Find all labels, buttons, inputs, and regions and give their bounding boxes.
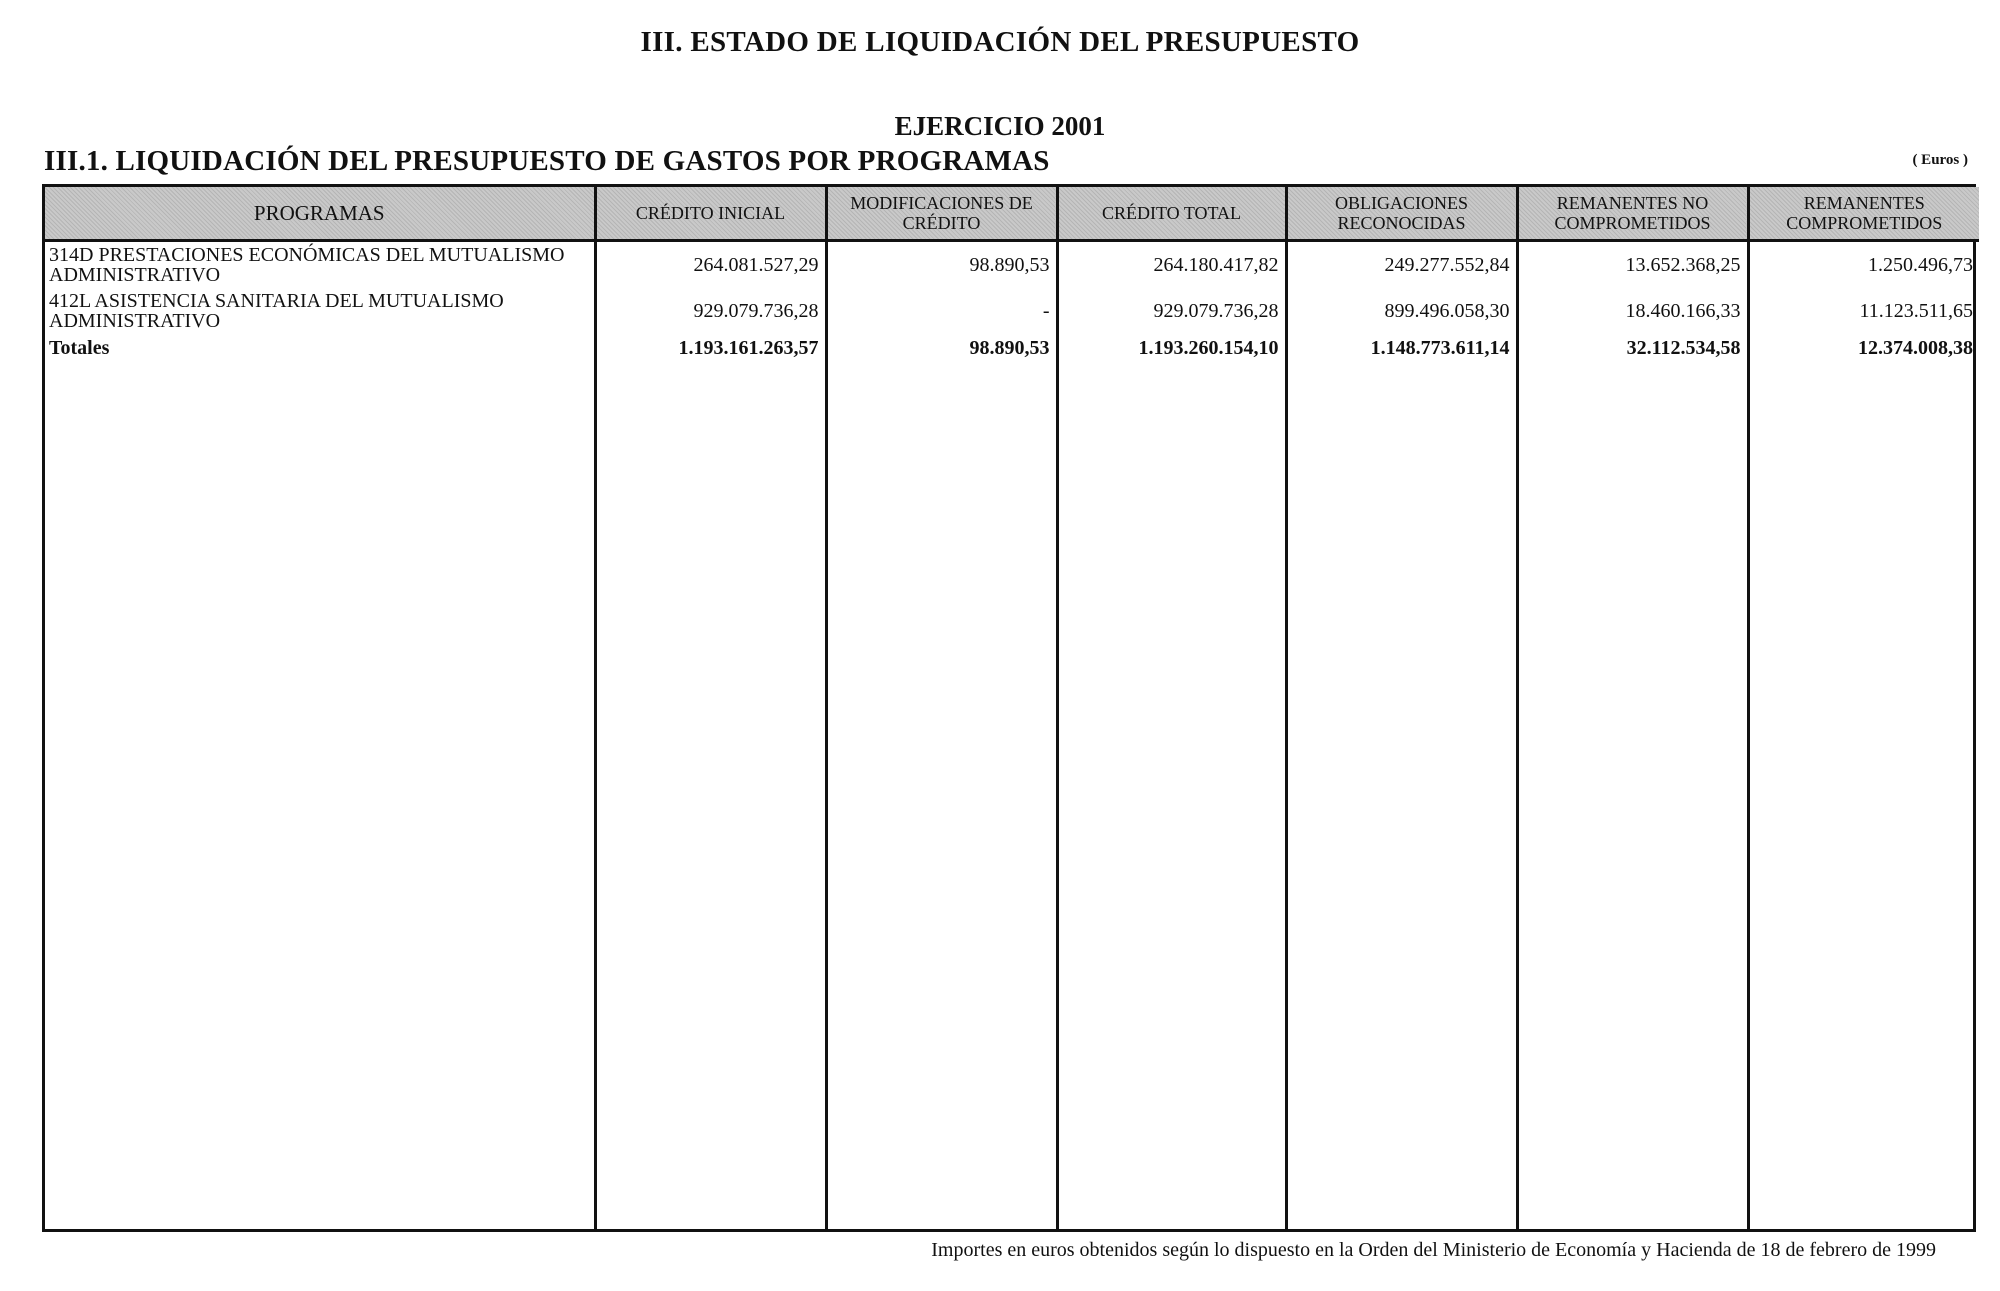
credito-total-cell: 264.180.417,82 [1057, 241, 1286, 289]
col-header-credito-total: CRÉDITO TOTAL [1057, 187, 1286, 241]
main-title: III. ESTADO DE LIQUIDACIÓN DEL PRESUPUESTO [640, 26, 1360, 58]
programa-cell: 314D PRESTACIONES ECONÓMICAS DEL MUTUALISMO ADMINISTRATIVO [45, 241, 595, 289]
remanentes-comprometidos-cell: 11.123.511,65 [1859, 300, 1973, 322]
empty-cell [1748, 378, 1979, 1229]
empty-cell [826, 378, 1057, 1229]
total-obligaciones: 1.148.773.611,14 [1286, 334, 1517, 378]
empty-cell [1517, 378, 1748, 1229]
empty-filler-row [45, 378, 1979, 1229]
empty-cell [1286, 378, 1517, 1229]
total-credito-inicial: 1.193.161.263,57 [595, 334, 826, 378]
modificaciones-cell: 98.890,53 [826, 241, 1057, 289]
budget-table [42, 184, 1976, 1232]
empty-cell [1057, 378, 1286, 1229]
remanentes-no-comprometidos-cell: 18.460.166,33 [1517, 288, 1748, 334]
col-header-remanentes-comprometidos: REMANENTES COMPROMETIDOS [1748, 187, 1979, 241]
col-header-credito-inicial: CRÉDITO INICIAL [595, 187, 826, 241]
col-header-remanentes-no-comprometidos: REMANENTES NO COMPROMETIDOS [1517, 187, 1748, 241]
empty-cell [45, 378, 595, 1229]
section-title: III.1. LIQUIDACIÓN DEL PRESUPUESTO DE GASTOS POR PROGRAMAS [44, 145, 1050, 177]
remanentes-no-comprometidos-cell: 13.652.368,25 [1517, 241, 1748, 289]
remanentes-comprometidos-cell: 1.250.496,73 [1868, 254, 1973, 276]
col-header-modificaciones: MODIFICACIONES DE CRÉDITO [826, 187, 1057, 241]
table-row [45, 241, 1979, 289]
total-remanentes-comprometidos: 12.374.008,38 [1858, 337, 1973, 359]
credito-inicial-cell: 264.081.527,29 [595, 241, 826, 289]
totals-row [45, 334, 1979, 378]
programa-cell: 412L ASISTENCIA SANITARIA DEL MUTUALISMO ADMINISTRATIVO [45, 288, 595, 334]
budget-table-grid [45, 187, 1979, 1229]
total-credito-total: 1.193.260.154,10 [1057, 334, 1286, 378]
table-row [45, 288, 1979, 334]
modificaciones-cell: - [826, 288, 1057, 334]
empty-cell [595, 378, 826, 1229]
col-header-obligaciones: OBLIGACIONES RECONOCIDAS [1286, 187, 1517, 241]
credito-inicial-cell: 929.079.736,28 [595, 288, 826, 334]
obligaciones-cell: 899.496.058,30 [1286, 288, 1517, 334]
total-modificaciones: 98.890,53 [826, 334, 1057, 378]
credito-total-cell: 929.079.736,28 [1057, 288, 1286, 334]
units-label: ( Euros ) [1912, 152, 1968, 168]
footnote: Importes en euros obtenidos según lo dispuesto en la Orden del Ministerio de Economía y Hacienda de 18 de febrero de 1999 [931, 1239, 1936, 1261]
total-remanentes-no-comprometidos: 32.112.534,58 [1517, 334, 1748, 378]
table-header-row [45, 187, 1979, 241]
col-header-programas: PROGRAMAS [45, 187, 595, 241]
obligaciones-cell: 249.277.552,84 [1286, 241, 1517, 289]
ejercicio-label: EJERCICIO 2001 [894, 111, 1106, 141]
totals-label: Totales [45, 334, 595, 378]
